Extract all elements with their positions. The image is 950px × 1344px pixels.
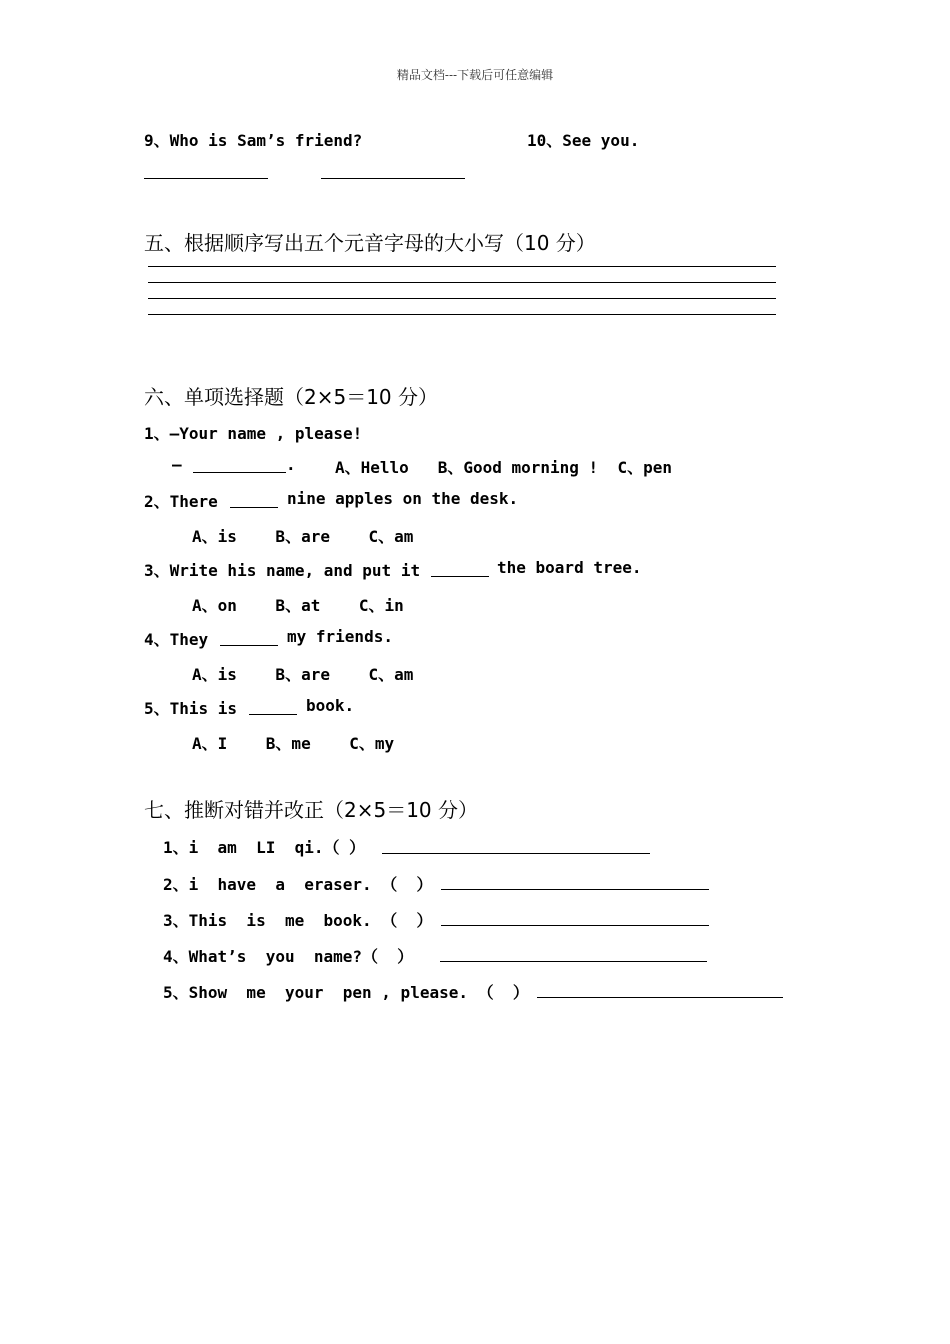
mc-q1-options: A、Hello B、Good morning ! C、pen — [335, 458, 672, 477]
mc-q2-options: A、is B、are C、am — [192, 527, 414, 546]
mc-q1-dot: . — [286, 455, 296, 474]
mc-q4-blank[interactable] — [220, 645, 278, 646]
page-header: 精品文档---下载后可任意编辑 — [396, 68, 554, 82]
question-10: 10、See you. — [527, 131, 640, 150]
mc-q4-stem-start: 4、They — [144, 630, 209, 649]
mc-q4-options: A、is B、are C、am — [192, 665, 414, 684]
tf-item-4: 4、What’s you name?（ ） — [163, 947, 414, 966]
mc-q5-options: A、I B、me C、my — [192, 734, 395, 753]
mc-q3-options: A、on B、at C、in — [192, 596, 404, 615]
mc-q3-stem-start: 3、Write his name, and put it — [144, 561, 421, 580]
tf-correction-line-4[interactable] — [440, 961, 707, 962]
writing-line-3[interactable] — [148, 298, 776, 299]
mc-q5-stem-start: 5、This is — [144, 699, 238, 718]
question-9: 9、Who is Sam’s friend? — [144, 131, 363, 150]
tf-item-3: 3、This is me book. （ ） — [163, 911, 433, 930]
mc-q5-stem-end: book. — [306, 696, 355, 715]
answer-blank-9[interactable] — [144, 178, 268, 179]
writing-line-2[interactable] — [148, 282, 776, 283]
mc-q1-dash: — — [172, 455, 182, 474]
mc-q2-stem-end: nine apples on the desk. — [287, 489, 519, 508]
tf-correction-line-5[interactable] — [537, 997, 783, 998]
answer-blank-10[interactable] — [321, 178, 465, 179]
section-6-title: 六、单项选择题（2×5＝10 分） — [144, 385, 439, 409]
mc-q1-stem: 1、—Your name , please! — [144, 424, 363, 443]
writing-line-4[interactable] — [148, 314, 776, 315]
mc-q1-blank[interactable] — [193, 472, 286, 473]
mc-q5-blank[interactable] — [249, 714, 297, 715]
tf-item-1: 1、i am LI qi.（ ） — [163, 838, 366, 857]
mc-q4-stem-end: my friends. — [287, 627, 393, 646]
tf-correction-line-2[interactable] — [441, 889, 709, 890]
mc-q2-stem-start: 2、There — [144, 492, 218, 511]
tf-item-5: 5、Show me your pen , please. （ ） — [163, 983, 529, 1002]
writing-line-1[interactable] — [148, 266, 776, 267]
mc-q2-blank[interactable] — [230, 507, 278, 508]
tf-correction-line-1[interactable] — [382, 853, 650, 854]
mc-q3-stem-end: the board tree. — [497, 558, 642, 577]
section-5-title: 五、根据顺序写出五个元音字母的大小写（10 分） — [144, 231, 596, 255]
tf-correction-line-3[interactable] — [441, 925, 709, 926]
section-7-title: 七、推断对错并改正（2×5＝10 分） — [144, 798, 479, 822]
mc-q3-blank[interactable] — [431, 576, 489, 577]
tf-item-2: 2、i have a eraser. （ ） — [163, 875, 433, 894]
